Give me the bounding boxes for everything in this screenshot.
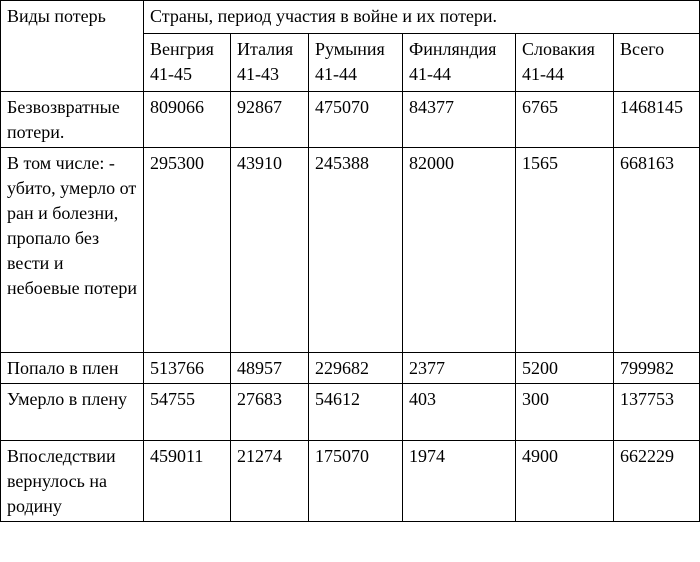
table-cell: 668163 <box>614 148 700 353</box>
table-cell: 84377 <box>403 92 516 148</box>
country-name: Всего <box>620 39 665 59</box>
table-row-irrecoverable <box>1 92 700 148</box>
table-cell: 54755 <box>144 384 231 441</box>
corner-header-label: Виды потерь <box>7 6 106 26</box>
table-cell: 5200 <box>516 353 614 384</box>
table-row-killed <box>1 148 700 353</box>
country-name: Италия <box>237 39 294 59</box>
table-cell: 54612 <box>309 384 403 441</box>
row-label: Безвозвратные потери. <box>1 92 144 148</box>
table-cell: 245388 <box>309 148 403 353</box>
header-row-top <box>1 1 700 34</box>
table-row-died-in-captivity <box>1 384 700 441</box>
table-cell: 403 <box>403 384 516 441</box>
table-cell: 513766 <box>144 353 231 384</box>
table-cell: 4900 <box>516 441 614 522</box>
table-cell: 1468145 <box>614 92 700 148</box>
row-label: Впоследствии вернулось на родину <box>1 441 144 522</box>
table-cell: 43910 <box>231 148 309 353</box>
table-cell: 229682 <box>309 353 403 384</box>
group-header-label: Страны, период участия в войне и их потери. <box>150 6 498 26</box>
country-period: 41-44 <box>409 64 451 84</box>
corner-header-cell <box>1 1 144 92</box>
country-header-italy <box>231 34 309 92</box>
table-row-captured <box>1 353 700 384</box>
table-cell: 295300 <box>144 148 231 353</box>
table-cell: 137753 <box>614 384 700 441</box>
country-name: Венгрия <box>150 39 214 59</box>
row-label: В том числе: - убито, умерло от ран и болезни, пропало без вести и небоевые потери <box>1 148 144 353</box>
table-cell: 662229 <box>614 441 700 522</box>
table-cell: 1565 <box>516 148 614 353</box>
table-cell: 82000 <box>403 148 516 353</box>
table-cell: 1974 <box>403 441 516 522</box>
country-header-finland <box>403 34 516 92</box>
table-cell: 6765 <box>516 92 614 148</box>
country-header-slovakia <box>516 34 614 92</box>
table-cell: 475070 <box>309 92 403 148</box>
row-label: Попало в плен <box>1 353 144 384</box>
table-cell: 27683 <box>231 384 309 441</box>
country-period: 41-44 <box>522 64 564 84</box>
country-header-total <box>614 34 700 92</box>
country-header-hungary <box>144 34 231 92</box>
country-name: Словакия <box>522 39 595 59</box>
country-period: 41-45 <box>150 64 192 84</box>
country-header-romania <box>309 34 403 92</box>
group-header-cell <box>144 1 700 34</box>
table-cell: 92867 <box>231 92 309 148</box>
row-label: Умерло в плену <box>1 384 144 441</box>
table-cell: 21274 <box>231 441 309 522</box>
country-name: Румыния <box>315 39 385 59</box>
table-row-returned-home <box>1 441 700 522</box>
table-cell: 809066 <box>144 92 231 148</box>
country-period: 41-44 <box>315 64 357 84</box>
table-cell: 300 <box>516 384 614 441</box>
country-period: 41-43 <box>237 64 279 84</box>
table-cell: 799982 <box>614 353 700 384</box>
table-cell: 2377 <box>403 353 516 384</box>
table-cell: 459011 <box>144 441 231 522</box>
table-cell: 175070 <box>309 441 403 522</box>
country-name: Финляндия <box>409 39 497 59</box>
table-cell: 48957 <box>231 353 309 384</box>
